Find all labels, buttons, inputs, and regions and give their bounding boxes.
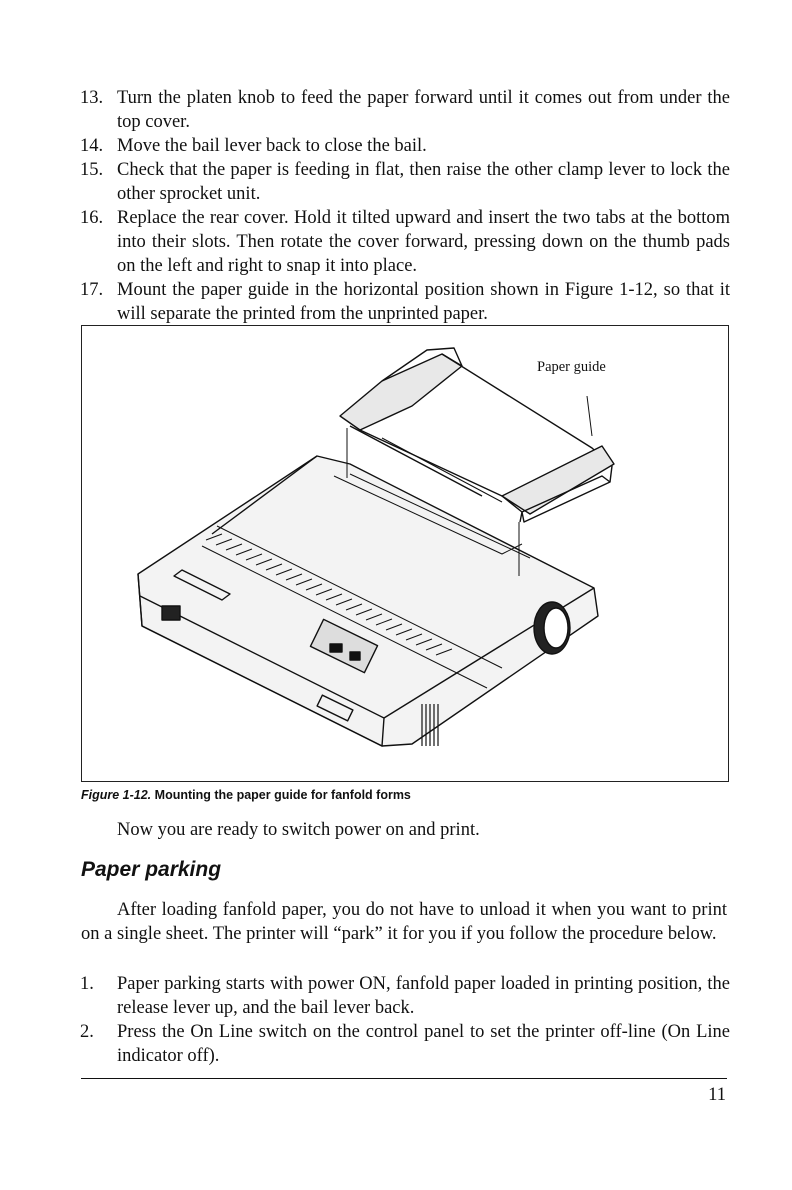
step-text: Mount the paper guide in the horizontal position shown in Figure 1-12, so that it will separate the printed from the unprinted paper. <box>117 280 730 324</box>
printer-body-drawing <box>138 396 598 746</box>
list-item <box>80 86 730 134</box>
step-text: Paper parking starts with power ON, fanfold paper loaded in printing position, the release lever up, and the bail lever back. <box>117 974 730 1018</box>
printer-drawing <box>82 326 728 781</box>
step-number: 14. <box>80 136 104 156</box>
step-number: 1. <box>80 974 94 994</box>
step-text: Press the On Line switch on the control panel to set the printer off-line (On Line indicator off). <box>117 1022 730 1066</box>
step-text: Move the bail lever back to close the bail. <box>117 136 427 156</box>
ready-paragraph: Now you are ready to switch power on and print. <box>117 820 480 840</box>
numbered-steps-bottom <box>80 972 730 1068</box>
step-number: 16. <box>80 208 104 228</box>
callout-paper-guide: Paper guide <box>537 359 606 375</box>
caption-text: Mounting the paper guide for fanfold forms <box>154 788 411 802</box>
list-item <box>80 278 730 326</box>
list-item <box>80 158 730 206</box>
footer-rule <box>81 1078 727 1079</box>
list-item <box>80 206 730 278</box>
step-number: 15. <box>80 160 104 180</box>
step-number: 13. <box>80 88 104 108</box>
caption-label: Figure 1-12. <box>81 788 152 802</box>
intro-paragraph: After loading fanfold paper, you do not have to unload it when you want to print on a single sheet. The printer will “park” it for you if you follow the procedure below. <box>81 900 727 944</box>
step-text: Replace the rear cover. Hold it tilted upward and insert the two tabs at the bottom into their slots. Then rotate the cover forward, pressing down on the thumb pads on the left and right to snap it into place. <box>117 208 730 276</box>
list-item <box>80 972 730 1020</box>
list-item <box>80 1020 730 1068</box>
figure-caption <box>81 788 411 802</box>
step-number: 2. <box>80 1022 94 1042</box>
step-text: Check that the paper is feeding in flat, then raise the other clamp lever to lock the other sprocket unit. <box>117 160 730 204</box>
numbered-steps-top <box>80 86 730 326</box>
step-number: 17. <box>80 280 104 300</box>
list-item <box>80 134 730 158</box>
section-heading: Paper parking <box>81 858 222 881</box>
page-number: 11 <box>708 1085 726 1105</box>
figure-printer-illustration <box>81 325 729 782</box>
step-text: Turn the platen knob to feed the paper forward until it comes out from under the top cover. <box>117 88 730 132</box>
